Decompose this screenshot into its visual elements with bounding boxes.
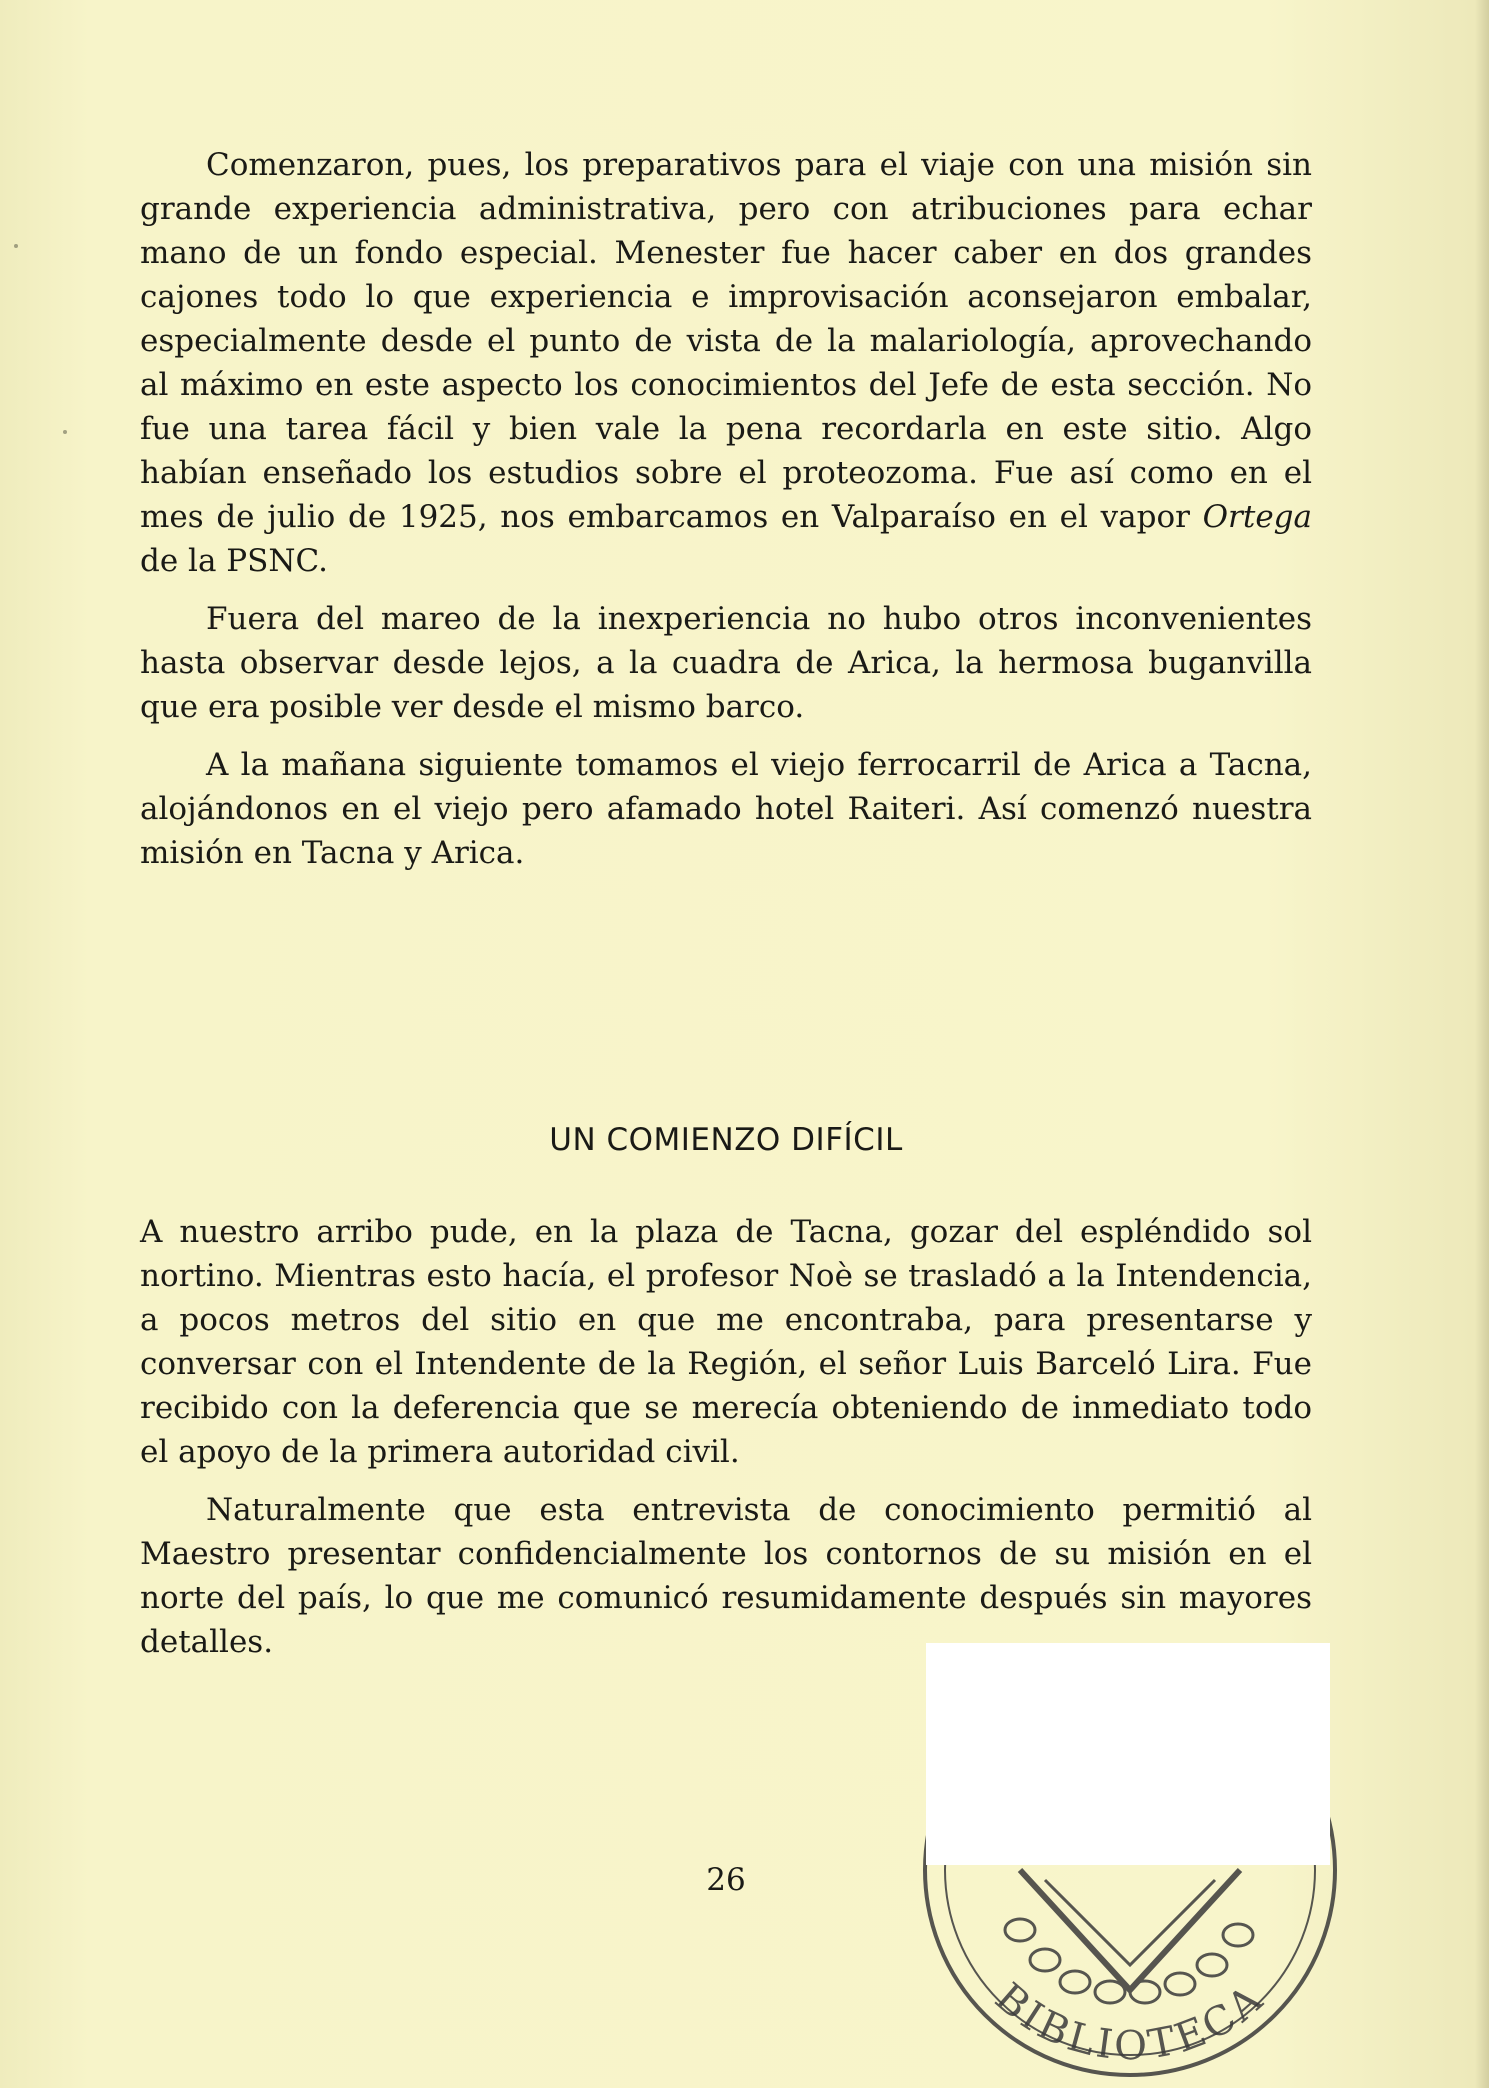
- paragraph-1-end: de la PSNC.: [140, 543, 328, 579]
- scan-speck: [14, 244, 18, 248]
- redaction-box: [926, 1643, 1330, 1865]
- page-number: 26: [706, 1862, 746, 1898]
- paragraph-5: Naturalmente que esta entrevista de conocimiento permitió al Maestro presentar confidencialmente los contornos de su misión en el norte del país, lo que me comunicó resumidamente después sin mayores detalles.: [140, 1492, 1312, 1660]
- paragraph-1-text: Comenzaron, pues, los preparativos para el viaje con una misión sin grande experiencia administrativa, pero con atribuciones para echar mano de un fondo especial. Menester fue hacer caber en dos grandes cajones todo lo que experiencia e improvisación aconsejaron embalar, especialmente desde el punto de vista de la malariología, aprovechando al máximo en este aspecto los conocimientos del Jefe de esta sección. No fue una tarea fácil y bien vale la pena recordarla en este sitio. Algo habían enseñado los estudios sobre el proteozoma. Fue así como en el mes de julio de 1925, nos embarcamos en Valparaíso en el vapor: [140, 147, 1312, 535]
- paragraph-4: A nuestro arribo pude, en la plaza de Tacna, gozar del espléndido sol nortino. Mientras esto hacía, el profesor Noè se trasladó a la Intendencia, a pocos metros del sitio en que me encontraba, para presentarse y conversar con el Intendente de la Región, el señor Luis Barceló Lira. Fue recibido con la deferencia que se merecía obteniendo de inmediato todo el apoyo de la primera autoridad civil.: [140, 1214, 1312, 1470]
- body-text-bottom: [140, 1210, 1312, 1664]
- scan-speck: [63, 430, 67, 434]
- paragraph-1: [140, 143, 1312, 583]
- paragraph-3: A la mañana siguiente tomamos el viejo ferrocarril de Arica a Tacna, alojándonos en el viejo pero afamado hotel Raiteri. Así comenzó nuestra misión en Tacna y Arica.: [140, 747, 1312, 871]
- stamp-text: BIBLIOTECA: [986, 1974, 1274, 2070]
- paragraph-2: Fuera del mareo de la inexperiencia no hubo otros inconvenientes hasta observar desde lejos, a la cuadra de Arica, la hermosa buganvilla que era posible ver desde el mismo barco.: [140, 601, 1312, 725]
- ship-name: Ortega: [1202, 499, 1312, 535]
- section-heading: UN COMIENZO DIFÍCIL: [549, 1122, 903, 1158]
- body-text-top: [140, 143, 1312, 875]
- scan-edge-shadow: [1475, 0, 1489, 2088]
